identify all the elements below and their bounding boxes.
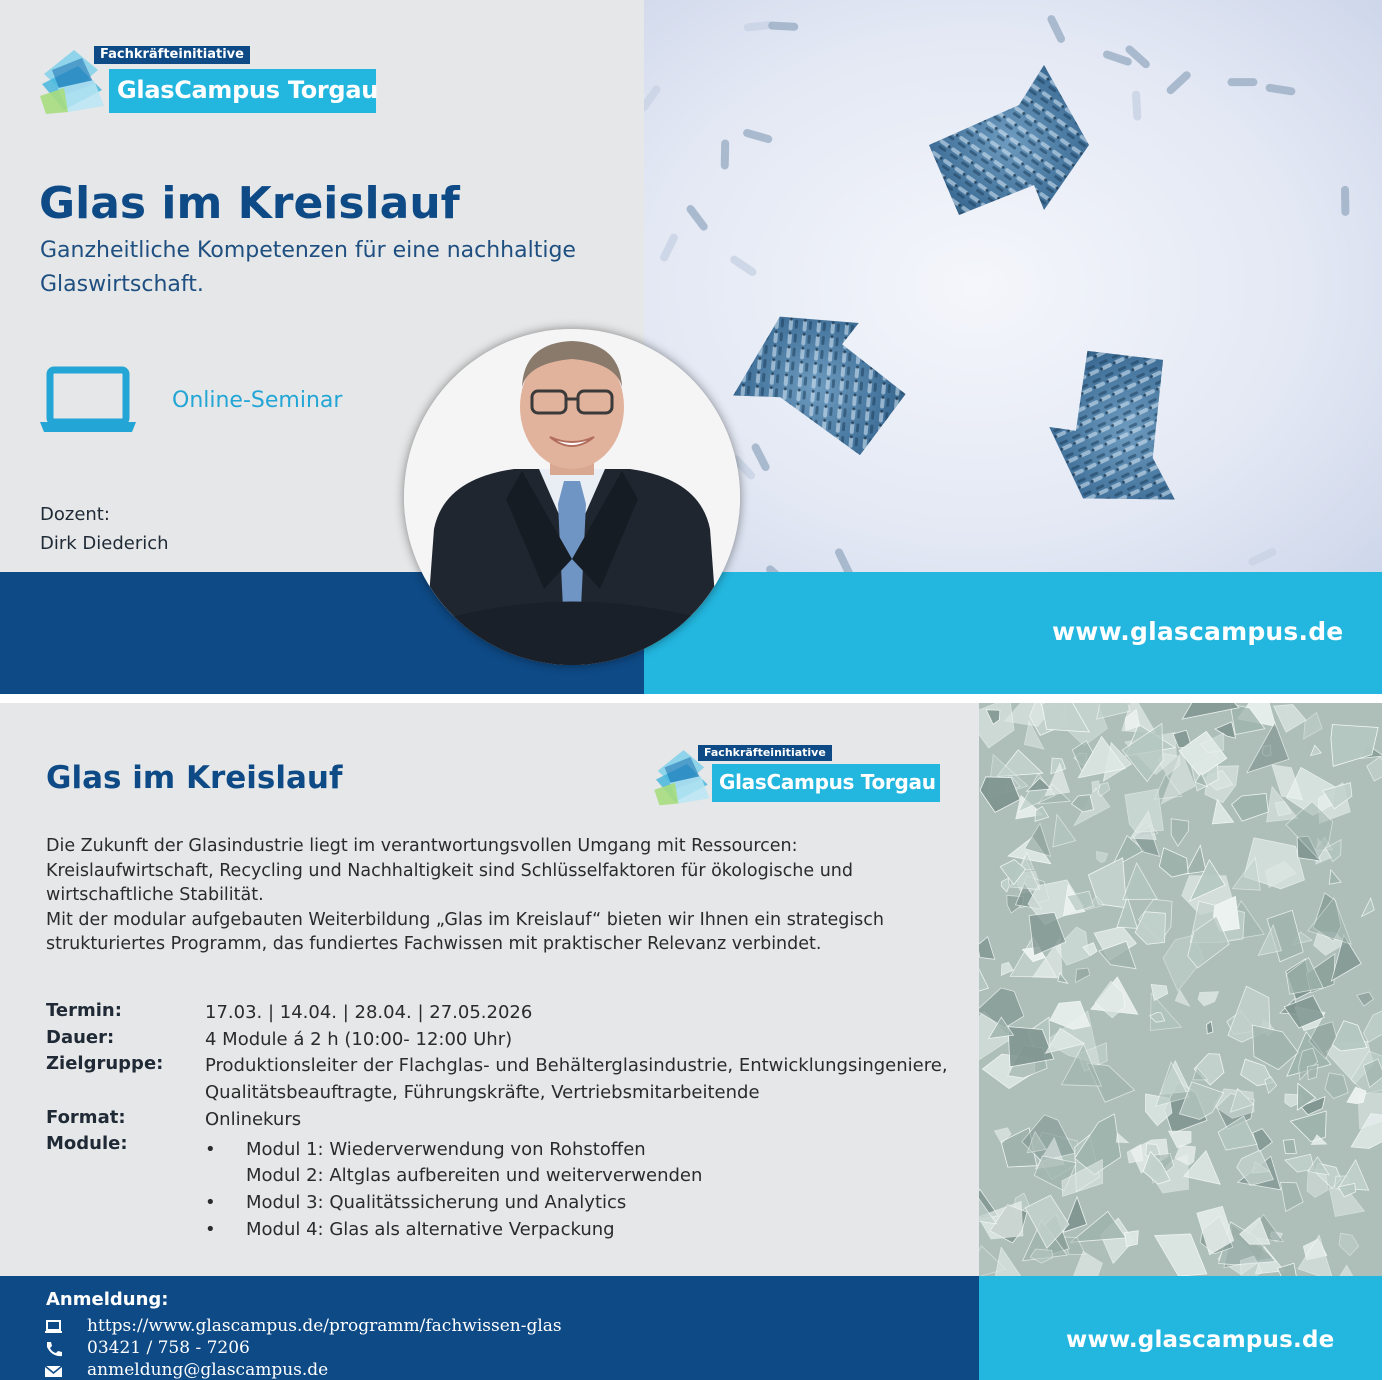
glass-shard — [1283, 1140, 1296, 1154]
loose-bottle — [1132, 90, 1142, 120]
lecturer-portrait — [404, 329, 740, 665]
glass-shard — [1125, 1231, 1139, 1247]
lecturer-label: Dozent: — [40, 504, 110, 525]
laptop-icon — [44, 1319, 64, 1335]
logo-name: GlasCampus Torgau — [712, 764, 940, 802]
website-link[interactable]: www.glascampus.de — [1066, 1327, 1335, 1353]
section-title: Glas im Kreislauf — [46, 760, 343, 796]
loose-bottle — [1341, 186, 1350, 216]
page-subtitle: Ganzheitliche Kompetenzen für eine nachhaltige Glaswirtschaft. — [40, 238, 576, 297]
logo-tagline: Fachkräfteinitiative — [698, 745, 832, 761]
page-title: Glas im Kreislauf — [39, 178, 460, 229]
envelope-icon — [44, 1363, 64, 1379]
recycling-bottles-photo — [644, 0, 1382, 572]
intro-text: Die Zukunft der Glasindustrie liegt im verantwortungsvollen Umgang mit Ressourcen: Kreislaufwirtschaft, Recycling und Nachhaltigkeit sind Schlüsselfaktoren für ökologische und wirtschaftliche Stabilität. Mit der modular aufgebauten Weiterbildung „Glas im Kreislauf“ bieten wir Ihnen ein strategisch strukturiertes Programm, das fundiertes Fachwissen mit praktischer Relevanz verbindet. — [46, 836, 885, 954]
lecturer-name: Dirk Diederich — [40, 533, 169, 554]
phone-icon — [44, 1341, 64, 1357]
laptop-icon — [38, 366, 138, 436]
lecturer — [40, 500, 169, 558]
glass-shard — [1125, 789, 1164, 832]
website-link[interactable]: www.glascampus.de — [1052, 617, 1344, 646]
glascampus-logo — [38, 44, 378, 116]
glass-shard — [1308, 1065, 1319, 1080]
logo-name: GlasCampus Torgau — [109, 69, 376, 113]
logo-tagline: Fachkräfteinitiative — [94, 46, 250, 64]
loose-bottle — [768, 21, 798, 31]
glascampus-logo — [652, 743, 942, 807]
flyer-back: Glas im Kreislauf Fachkräfteinitiative GlasCampus Torgau Die Zukunft der Glasindustrie liegt im verantwortungsvollen Umgang mit Ressourcen: Kreislaufwirtschaft, Recycling und Nachhaltigkeit sind Schlüsselfaktoren für ökologische und wirtschaftliche Stabilität. Mit der modular aufgebauten Weiterbildung „Glas im Kreislauf“ bieten wir Ihnen ein strategisch strukturiertes Programm, das fundiertes Fachwissen mit praktischer Relevanz verbindet. Termin: 17.03. | 14.04. | 28.04. | 27.05.2026 Dauer: 4 Module á 2 h (10:00- 12:00 Uhr) Zielgruppe: Produktionsleiter der Flachglas- und Behälterglasindustrie, Entwicklungsingeniere, Qualitätsbeauftragte, Führungskräfte, Vertriebsmitarbeitende Format: Onlinekurs Module: • Modul 1: Wiederverwendung von Rohstoffen Modul 2: Altglas aufbereiten und weiterverwenden • Modul 3: Qualitätssicherung und Analytics • Modul 4: Glas als alternative Verpackung Anmeldung: https://www.glascampus.de/programm/fachwissen-glas 03421 / 758 - 7206 anmeldung@glascampus.de www.glascampus.de — [0, 703, 1382, 1380]
loose-bottle — [721, 139, 730, 169]
crushed-glass-photo — [979, 703, 1382, 1276]
format-label: Online-Seminar — [172, 388, 343, 413]
registration-title: Anmeldung: — [46, 1289, 169, 1310]
loose-bottle — [1227, 78, 1257, 86]
